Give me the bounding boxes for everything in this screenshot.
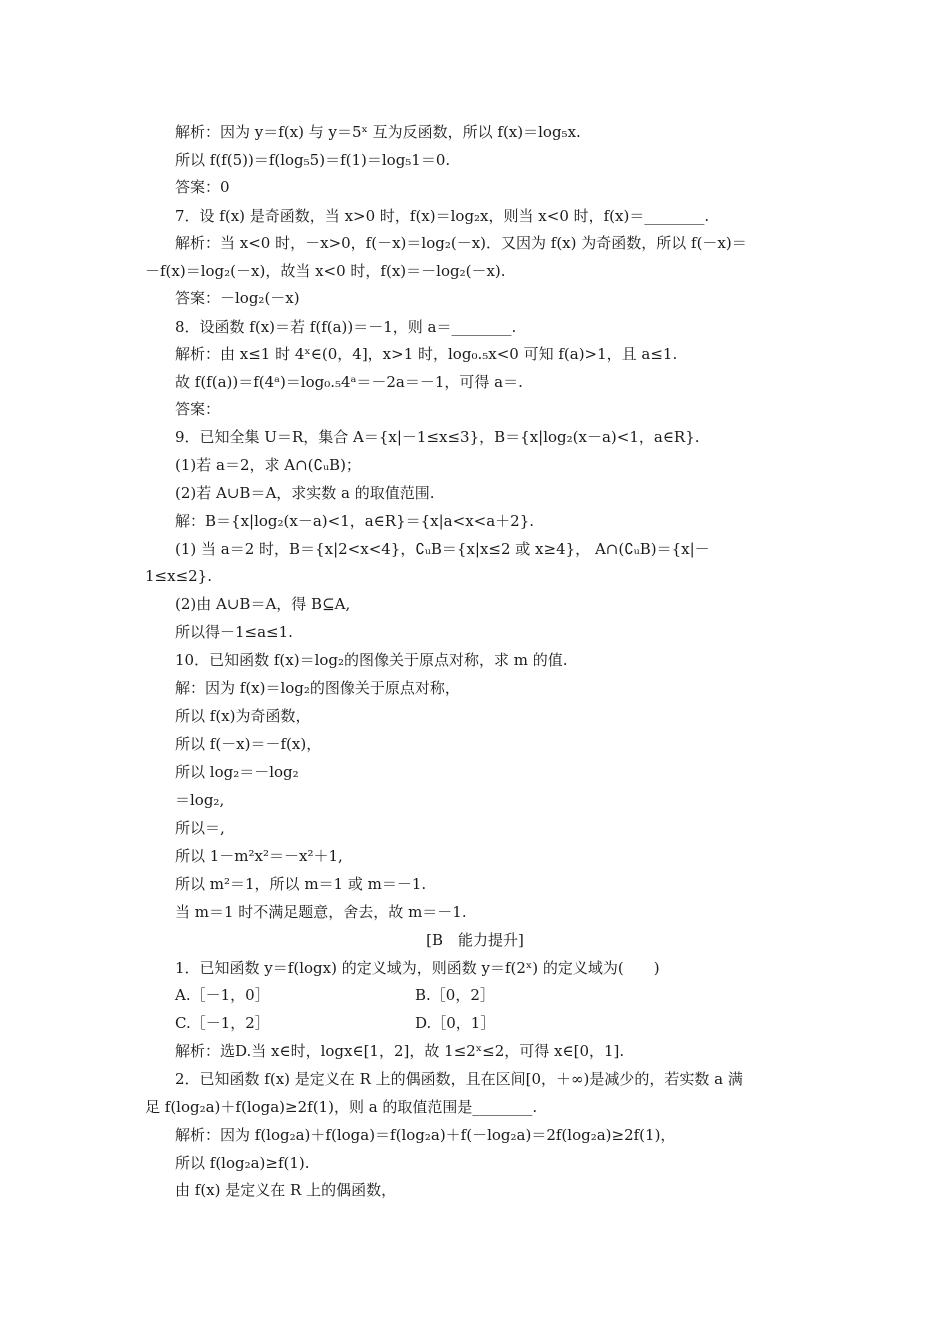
text-line: 故 f(f(a))＝f(4ᵃ)＝log₀.₅4ᵃ＝－2a＝－1，可得 a＝. xyxy=(175,373,523,391)
text-line: 8．设函数 f(x)＝若 f(f(a))＝－1，则 a＝________. xyxy=(175,318,517,336)
text-line: 9．已知全集 U＝R，集合 A＝{x|－1≤x≤3}，B＝{x|log₂(x－a)<1，a∈R}. xyxy=(175,428,700,446)
choice-row xyxy=(175,982,810,1008)
text-line: 当 m＝1 时不满足题意，舍去，故 m＝－1. xyxy=(175,903,467,921)
text-line: 解析：当 x<0 时，－x>0，f(－x)＝log₂(－x)．又因为 f(x) 为奇函数，所以 f(－x)＝ xyxy=(175,234,747,252)
text-line: 足 f(log₂a)＋f(loga)≥2f(1)，则 a 的取值范围是________. xyxy=(145,1098,538,1116)
text-line: 答案：0 xyxy=(175,178,230,196)
text-line: 答案： xyxy=(175,400,221,418)
section-heading: [B 能力提升] xyxy=(426,931,524,949)
text-line: 解析：选D.当 x∈时，logx∈[1，2]，故 1≤2ˣ≤2，可得 x∈[0，1]. xyxy=(175,1042,625,1060)
choice-d: D.［0，1］ xyxy=(415,1014,496,1032)
choice-b: B.［0，2］ xyxy=(415,986,495,1004)
choice-a: A.［－1，0］ xyxy=(175,986,270,1004)
choice-c: C.［－1，2］ xyxy=(175,1014,270,1032)
text-line: (1) 当 a＝2 时，B＝{x|2<x<4}，∁ᵤB＝{x|x≤2 或 x≥4}， A∩(∁ᵤB)＝{x|－ xyxy=(175,540,710,558)
text-line: 所以 f(f(5))＝f(log₅5)＝f(1)＝log₅1＝0. xyxy=(175,151,451,169)
text-line: 解析：因为 y＝f(x) 与 y＝5ˣ 互为反函数，所以 f(x)＝log₅x. xyxy=(175,123,581,141)
text-line: 解：B＝{x|log₂(x－a)<1，a∈R}＝{x|a<x<a＋2}. xyxy=(175,512,535,530)
text-line: 解析：因为 f(log₂a)＋f(loga)＝f(log₂a)＋f(－log₂a)＝2f(log₂a)≥2f(1)， xyxy=(175,1126,676,1144)
text-line: 所以 m²＝1，所以 m＝1 或 m＝－1. xyxy=(175,875,427,893)
text-line: (2)由 A∪B＝A，得 B⊆A, xyxy=(175,595,351,613)
text-line: 10．已知函数 f(x)＝log₂的图像关于原点对称，求 m 的值. xyxy=(175,651,568,669)
text-line: 解析：由 x≤1 时 4ˣ∈(0，4]，x>1 时，log₀.₅x<0 可知 f(a)>1，且 a≤1. xyxy=(175,345,678,363)
text-line: 7．设 f(x) 是奇函数，当 x>0 时，f(x)＝log₂x，则当 x<0 时，f(x)＝________. xyxy=(175,207,710,225)
text-line: 所以 log₂＝－log₂ xyxy=(175,763,299,781)
text-line: 1≤x≤2}. xyxy=(145,567,212,585)
text-line: 解：因为 f(x)＝log₂的图像关于原点对称， xyxy=(175,679,460,697)
text-line: 由 f(x) 是定义在 R 上的偶函数， xyxy=(175,1181,397,1199)
text-line: －f(x)＝log₂(－x)，故当 x<0 时，f(x)＝－log₂(－x). xyxy=(145,262,506,280)
text-line: (2)若 A∪B＝A，求实数 a 的取值范围. xyxy=(175,484,435,502)
text-line: 2．已知函数 f(x) 是定义在 R 上的偶函数，且在区间[0，＋∞)是减少的，若实数 a 满 xyxy=(175,1070,743,1088)
choice-row xyxy=(175,1010,810,1036)
text-line: 所以 f(－x)＝－f(x)， xyxy=(175,735,322,753)
text-line: 答案：－log₂(－x) xyxy=(175,289,300,307)
text-line: 1．已知函数 y＝f(logx) 的定义域为，则函数 y＝f(2ˣ) 的定义域为( ) xyxy=(175,959,660,977)
text-line: 所以 f(log₂a)≥f(1). xyxy=(175,1154,310,1172)
text-line: ＝log₂, xyxy=(175,791,225,809)
text-line: (1)若 a＝2，求 A∩(∁ᵤB)； xyxy=(175,456,361,474)
text-line: 所以 f(x)为奇函数， xyxy=(175,707,311,725)
text-line: 所以 1－m²x²＝－x²＋1, xyxy=(175,847,343,865)
text-line: 所以得－1≤a≤1. xyxy=(175,623,293,641)
text-line: 所以＝, xyxy=(175,819,225,837)
